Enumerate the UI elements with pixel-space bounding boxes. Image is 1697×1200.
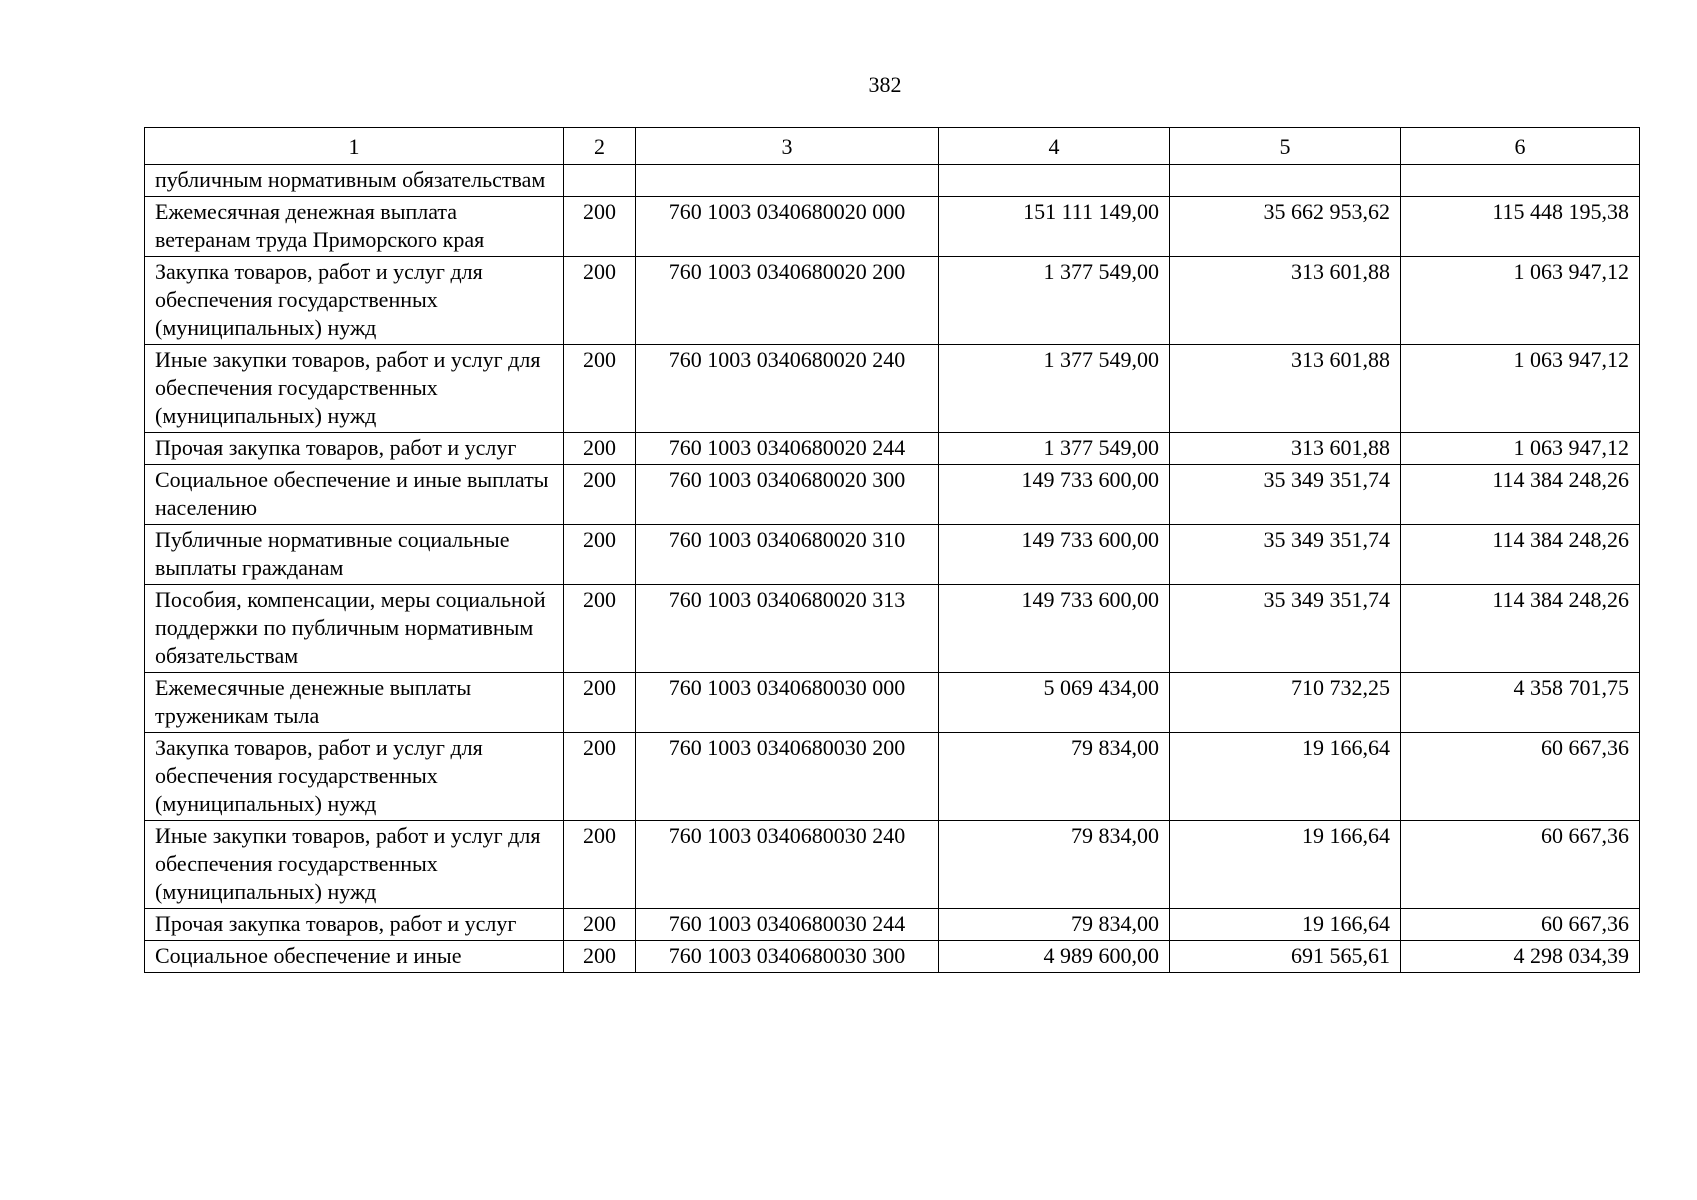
row-budget-code: 760 1003 0340680030 240 [636,821,939,909]
row-value-col4: 1 377 549,00 [939,345,1170,433]
table-row [145,165,1640,197]
row-value-col5: 313 601,88 [1170,257,1401,345]
row-budget-code: 760 1003 0340680020 313 [636,585,939,673]
table-row [145,733,1640,821]
row-value-col5: 19 166,64 [1170,821,1401,909]
row-budget-code: 760 1003 0340680020 200 [636,257,939,345]
row-value-col5: 19 166,64 [1170,909,1401,941]
row-budget-code [636,165,939,197]
row-name: Иные закупки товаров, работ и услуг для обеспечения государственных (муниципальных) нужд [145,821,564,909]
row-value-col5: 35 349 351,74 [1170,525,1401,585]
row-budget-code: 760 1003 0340680020 300 [636,465,939,525]
row-value-col6: 114 384 248,26 [1401,465,1640,525]
row-value-col6: 4 358 701,75 [1401,673,1640,733]
row-value-col5 [1170,165,1401,197]
row-name: Публичные нормативные социальные выплаты гражданам [145,525,564,585]
row-line-code: 200 [564,345,636,433]
row-name: Пособия, компенсации, меры социальной поддержки по публичным нормативным обязательствам [145,585,564,673]
table-row [145,257,1640,345]
table-row [145,909,1640,941]
row-budget-code: 760 1003 0340680030 000 [636,673,939,733]
row-value-col5: 35 349 351,74 [1170,585,1401,673]
row-line-code: 200 [564,733,636,821]
row-line-code: 200 [564,941,636,973]
page-number: 382 [868,72,902,97]
row-name: Иные закупки товаров, работ и услуг для обеспечения государственных (муниципальных) нужд [145,345,564,433]
table-row [145,525,1640,585]
row-value-col6: 1 063 947,12 [1401,257,1640,345]
header-col-6: 6 [1401,128,1640,165]
row-line-code: 200 [564,465,636,525]
row-value-col5: 35 662 953,62 [1170,197,1401,257]
row-name: Ежемесячная денежная выплата ветеранам труда Приморского края [145,197,564,257]
row-value-col6: 1 063 947,12 [1401,345,1640,433]
row-line-code: 200 [564,197,636,257]
row-value-col6: 115 448 195,38 [1401,197,1640,257]
row-value-col5: 691 565,61 [1170,941,1401,973]
header-col-1: 1 [145,128,564,165]
row-name: Прочая закупка товаров, работ и услуг [145,909,564,941]
header-col-5: 5 [1170,128,1401,165]
header-col-2: 2 [564,128,636,165]
row-budget-code: 760 1003 0340680030 300 [636,941,939,973]
row-value-col4: 79 834,00 [939,821,1170,909]
row-budget-code: 760 1003 0340680020 240 [636,345,939,433]
row-value-col4: 79 834,00 [939,733,1170,821]
budget-table [144,127,1640,973]
row-line-code: 200 [564,673,636,733]
row-value-col4: 5 069 434,00 [939,673,1170,733]
table-row [145,941,1640,973]
row-value-col6: 114 384 248,26 [1401,525,1640,585]
row-name: Прочая закупка товаров, работ и услуг [145,433,564,465]
table-row [145,433,1640,465]
row-value-col5: 710 732,25 [1170,673,1401,733]
row-value-col5: 35 349 351,74 [1170,465,1401,525]
row-value-col5: 313 601,88 [1170,433,1401,465]
header-col-4: 4 [939,128,1170,165]
row-budget-code: 760 1003 0340680020 000 [636,197,939,257]
row-name: Социальное обеспечение и иные [145,941,564,973]
row-budget-code: 760 1003 0340680020 310 [636,525,939,585]
row-name: Социальное обеспечение и иные выплаты населению [145,465,564,525]
row-value-col4 [939,165,1170,197]
row-value-col4: 149 733 600,00 [939,525,1170,585]
row-budget-code: 760 1003 0340680030 200 [636,733,939,821]
row-name: Ежемесячные денежные выплаты труженикам тыла [145,673,564,733]
row-value-col6: 60 667,36 [1401,821,1640,909]
row-line-code: 200 [564,909,636,941]
row-value-col4: 1 377 549,00 [939,257,1170,345]
row-budget-code: 760 1003 0340680020 244 [636,433,939,465]
row-name: публичным нормативным обязательствам [145,165,564,197]
row-budget-code: 760 1003 0340680030 244 [636,909,939,941]
table-row [145,345,1640,433]
row-value-col6: 60 667,36 [1401,909,1640,941]
row-value-col4: 4 989 600,00 [939,941,1170,973]
row-value-col5: 313 601,88 [1170,345,1401,433]
row-name: Закупка товаров, работ и услуг для обеспечения государственных (муниципальных) нужд [145,733,564,821]
row-value-col4: 79 834,00 [939,909,1170,941]
table-row [145,465,1640,525]
row-value-col6: 60 667,36 [1401,733,1640,821]
header-row [145,128,1640,165]
row-value-col6 [1401,165,1640,197]
row-value-col6: 1 063 947,12 [1401,433,1640,465]
row-line-code: 200 [564,585,636,673]
row-value-col4: 149 733 600,00 [939,465,1170,525]
row-line-code: 200 [564,821,636,909]
row-value-col4: 149 733 600,00 [939,585,1170,673]
row-value-col5: 19 166,64 [1170,733,1401,821]
table-header [145,128,1640,165]
row-name: Закупка товаров, работ и услуг для обеспечения государственных (муниципальных) нужд [145,257,564,345]
row-line-code: 200 [564,433,636,465]
table-body [145,165,1640,973]
table-row [145,585,1640,673]
row-line-code [564,165,636,197]
row-value-col6: 4 298 034,39 [1401,941,1640,973]
header-col-3: 3 [636,128,939,165]
row-value-col4: 1 377 549,00 [939,433,1170,465]
row-value-col4: 151 111 149,00 [939,197,1170,257]
row-line-code: 200 [564,257,636,345]
table-row [145,197,1640,257]
row-line-code: 200 [564,525,636,585]
table-row [145,821,1640,909]
table-row [145,673,1640,733]
row-value-col6: 114 384 248,26 [1401,585,1640,673]
